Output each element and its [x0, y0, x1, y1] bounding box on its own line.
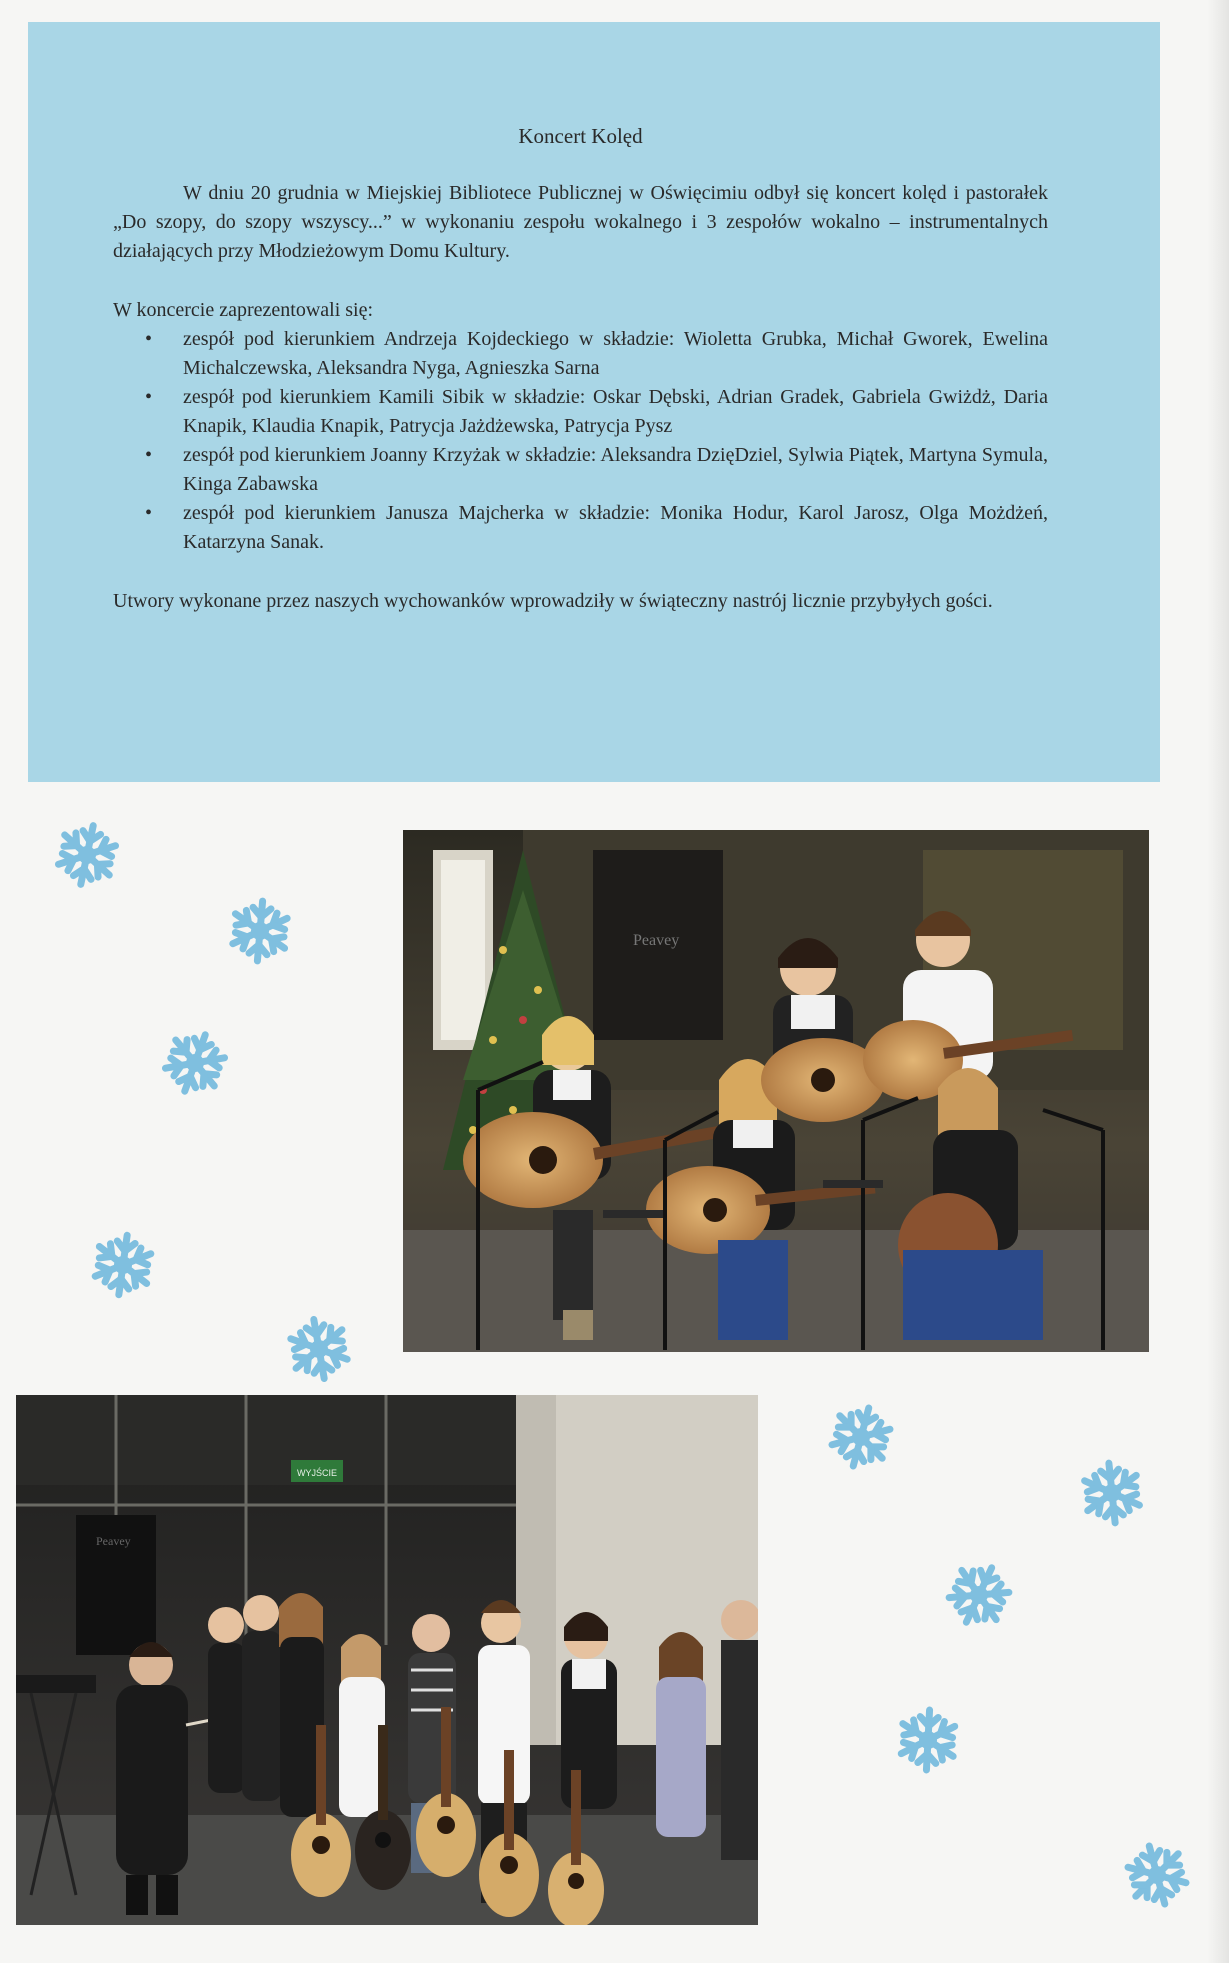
snowflake-icon — [826, 1402, 896, 1472]
snowflake-icon — [1077, 1458, 1147, 1528]
group-item: • zespół pod kierunkiem Janusza Majcherka w składzie: Monika Hodur, Karol Jarosz, Olga Możdżeń, Katarzyna Sanak. — [183, 499, 1048, 557]
snowflake-icon — [225, 896, 295, 966]
article-content — [113, 122, 1048, 616]
article-intro: W dniu 20 grudnia w Miejskiej Bibliotece Publicznej w Oświęcimiu odbył się koncert kolęd i pastorałek „Do szopy, do szopy wszyscy...” w wykonaniu zespołu wokalnego i 3 zespołów wokalno – instrumentalnych działających przy Młodzieżowym Domu Kultury. — [113, 182, 1048, 262]
article-title: Koncert Kolęd — [518, 124, 643, 148]
snowflake-icon — [944, 1560, 1014, 1630]
snowflake-icon — [160, 1028, 230, 1098]
article-panel — [28, 22, 1160, 782]
group-item: • zespół pod kierunkiem Joanny Krzyżak w składzie: Aleksandra DzięDziel, Sylwia Piątek, Martyna Symula, Kinga Zabawska — [183, 441, 1048, 499]
speaker-brand: Peavey — [96, 1534, 131, 1548]
snowflake-icon — [284, 1314, 354, 1384]
snowflake-icon — [893, 1705, 963, 1775]
group-item: • zespół pod kierunkiem Kamili Sibik w składzie: Oskar Dębski, Adrian Gradek, Gabriela Gwiżdż, Daria Knapik, Klaudia Knapik, Patrycja Jażdżewska, Patrycja Pysz — [183, 383, 1048, 441]
snowflake-icon — [1122, 1840, 1192, 1910]
snowflake-icon — [88, 1230, 158, 1300]
article-lead: W koncercie zaprezentowali się: — [113, 299, 374, 321]
group-item: • zespół pod kierunkiem Andrzeja Kojdeckiego w składzie: Wioletta Grubka, Michał Gworek, Ewelina Michalczewska, Aleksandra Nyga, Agnieszka Sarna — [183, 325, 1048, 383]
exit-sign: WYJŚCIE — [297, 1468, 338, 1478]
concert-photo-group — [16, 1395, 758, 1925]
speaker-brand: Peavey — [633, 932, 680, 949]
page-edge — [1207, 0, 1229, 1963]
group-list — [113, 325, 1048, 557]
snowflake-icon — [52, 820, 122, 890]
article-closing: Utwory wykonane przez naszych wychowanków wprowadziły w świąteczny nastrój licznie przybyłych gości. — [113, 590, 993, 612]
concert-photo-performance — [403, 830, 1149, 1352]
